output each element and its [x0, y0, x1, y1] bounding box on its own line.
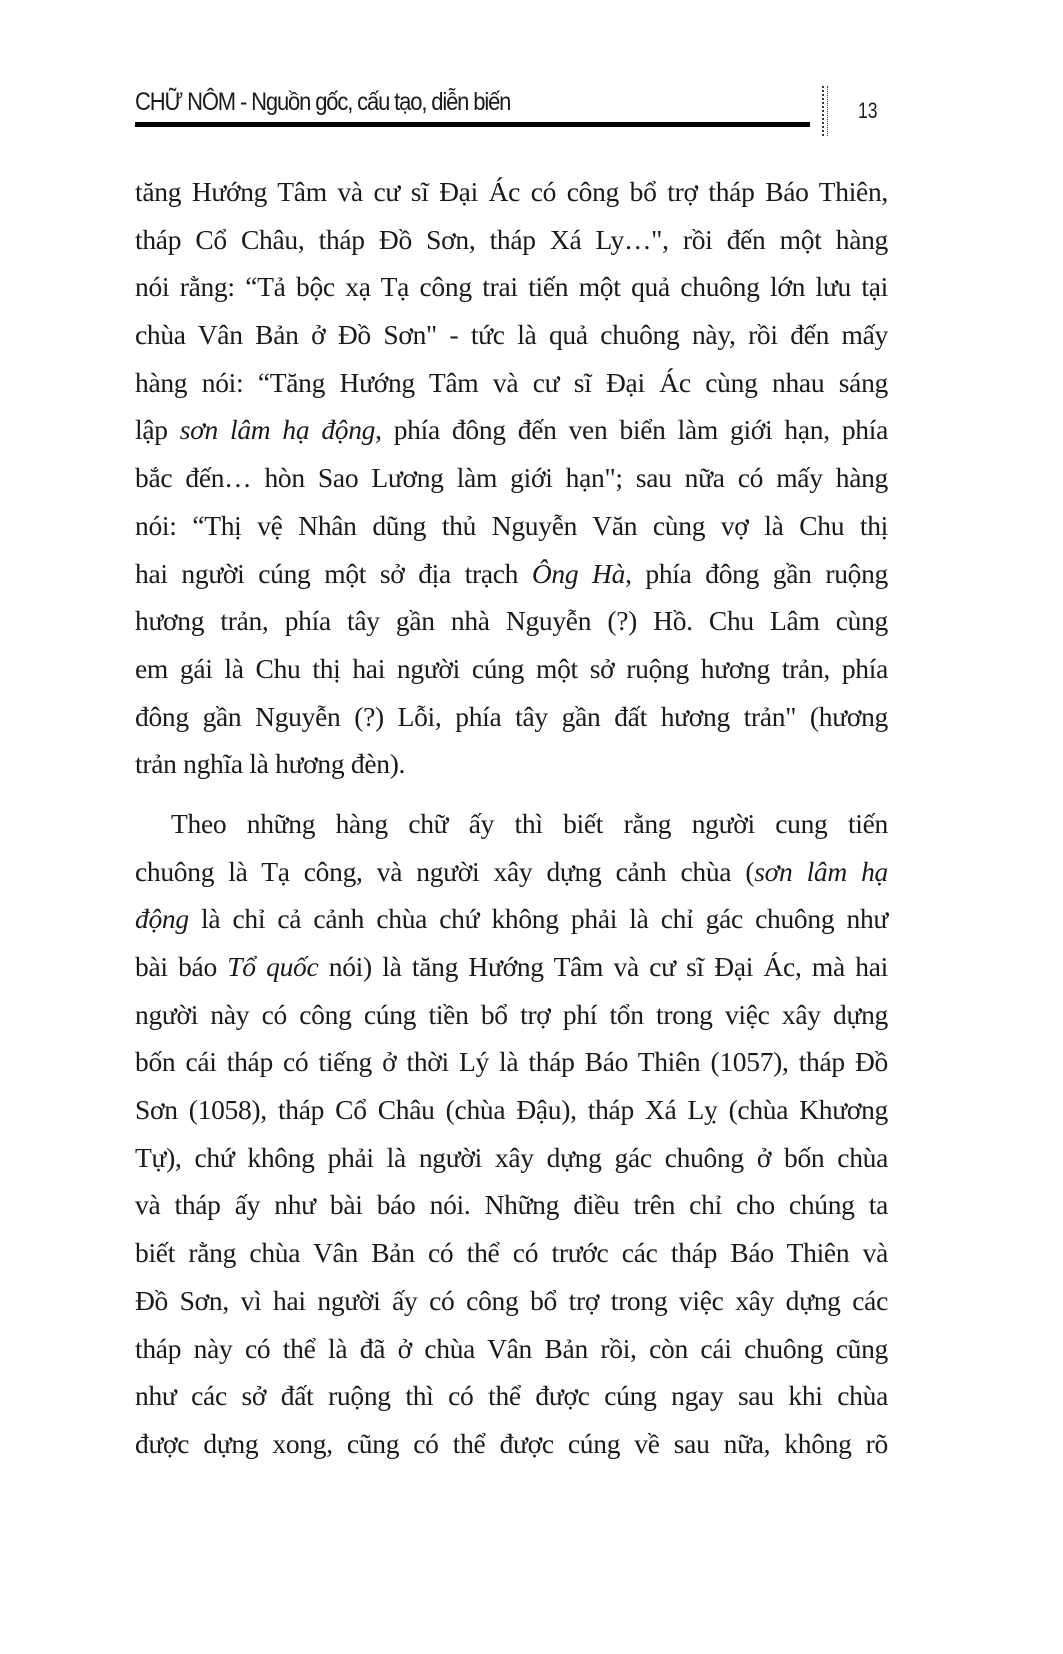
text-segment: hai người cúng một sở địa trạch [135, 557, 532, 589]
text-segment: Đồ Sơn, vì hai người ấy có công bổ trợ trong việc xây dựng các [135, 1284, 888, 1316]
text-segment: Sơn (1058), tháp Cổ Châu (chùa Đậu), tháp Xá Lỵ (chùa Khương [135, 1094, 888, 1126]
italic-text: sơn lâm hạ động [179, 414, 376, 446]
text-segment: em gái là Chu thị hai người cúng một sở ruộng hương trản, phía [135, 652, 888, 684]
text-line [135, 454, 888, 502]
body-text [135, 168, 888, 1468]
text-segment: chuông là Tạ công, và người xây dựng cảnh chùa ( [135, 855, 755, 887]
text-line [135, 1229, 888, 1277]
running-header-title: CHỮ NÔM - Nguồn gốc, cấu tạo, diễn biến [135, 88, 511, 116]
text-line [135, 550, 888, 598]
text-segment: như các sở đất ruộng thì có thể được cúng ngay sau khi chùa [135, 1380, 888, 1412]
text-line [135, 1181, 888, 1229]
text-segment: bốn cái tháp có tiếng ở thời Lý là tháp Báo Thiên (1057), tháp Đồ [135, 1046, 888, 1078]
text-line [135, 168, 888, 216]
text-line [135, 311, 888, 359]
text-segment: bắc đến… hòn Sao Lương làm giới hạn"; sau nữa có mấy hàng [135, 462, 888, 494]
text-line [135, 645, 888, 693]
text-segment: được dựng xong, cũng có thể được cúng về sau nữa, không rõ [135, 1427, 888, 1459]
italic-text: sơn lâm hạ [754, 855, 888, 887]
text-line [135, 1038, 888, 1086]
text-segment: , phía đông đến ven biển làm giới hạn, phía [375, 414, 888, 446]
text-segment: nói: “Thị vệ Nhân dũng thủ Nguyễn Văn cùng vợ là Chu thị [135, 509, 888, 541]
text-line [135, 1325, 888, 1373]
page-number: 13 [858, 98, 878, 123]
text-segment: nói) là tăng Hướng Tâm và cư sĩ Đại Ác, mà hai [318, 951, 888, 982]
text-segment: là chỉ cả cảnh chùa chứ không phải là chỉ gác chuông như [188, 903, 888, 935]
text-line [135, 1420, 888, 1468]
text-segment: chùa Vân Bản ở Đồ Sơn" - tức là quả chuông này, rồi đến mấy [135, 319, 888, 351]
paragraph [135, 800, 888, 1468]
text-segment: hàng nói: “Tăng Hướng Tâm và cư sĩ Đại Ác cùng nhau sáng [135, 366, 888, 398]
text-line [135, 359, 888, 407]
text-segment: biết rằng chùa Vân Bản có thể có trước các tháp Báo Thiên và [135, 1237, 888, 1269]
text-line [135, 597, 888, 645]
text-segment: trản nghĩa là hương đèn). [135, 748, 406, 780]
text-segment: lập [135, 414, 180, 446]
paragraph [135, 168, 888, 788]
side-margin-mark [822, 86, 828, 136]
text-line [135, 848, 888, 896]
text-line [135, 406, 888, 454]
text-segment: và tháp ấy như bài báo nói. Những điều trên chỉ cho chúng ta [135, 1189, 888, 1221]
text-segment: Tự), chứ không phải là người xây dựng gác chuông ở bốn chùa [135, 1141, 888, 1173]
text-segment: , phía đông gần ruộng [625, 557, 888, 589]
text-line [135, 943, 888, 991]
text-segment: nói rằng: “Tả bộc xạ Tạ công trai tiến một quả chuông lớn lưu tại [135, 271, 888, 303]
text-line [135, 502, 888, 550]
header-rule [135, 122, 810, 127]
italic-text: động [135, 903, 189, 935]
text-line [135, 1372, 888, 1420]
text-segment: đông gần Nguyễn (?) Lỗi, phía tây gần đất hương trản" (hương [135, 700, 888, 732]
italic-text: Tổ quốc [227, 951, 319, 982]
text-segment: tháp này có thể là đã ở chùa Vân Bản rồi, còn cái chuông cũng [135, 1332, 888, 1364]
text-line [135, 1277, 888, 1325]
text-segment: hương trản, phía tây gần nhà Nguyễn (?) Hồ. Chu Lâm cùng [135, 605, 888, 637]
text-segment: người này có công cúng tiền bổ trợ phí tổn trong việc xây dựng [135, 998, 888, 1030]
text-segment: tăng Hướng Tâm và cư sĩ Đại Ác có công bổ trợ tháp Báo Thiên, [135, 176, 888, 207]
text-segment: tháp Cổ Châu, tháp Đồ Sơn, tháp Xá Ly…", rồi đến một hàng [135, 223, 888, 255]
text-line [135, 740, 888, 788]
text-segment: Theo những hàng chữ ấy thì biết rằng người cung tiến [171, 807, 888, 839]
text-line [135, 263, 888, 311]
text-line [135, 1134, 888, 1182]
text-line [135, 895, 888, 943]
text-line [135, 1086, 888, 1134]
text-line [135, 693, 888, 741]
text-line [135, 800, 888, 848]
text-segment: bài báo [135, 951, 228, 982]
text-line [135, 991, 888, 1039]
text-line [135, 216, 888, 264]
italic-text: Ông Hà [531, 557, 626, 589]
